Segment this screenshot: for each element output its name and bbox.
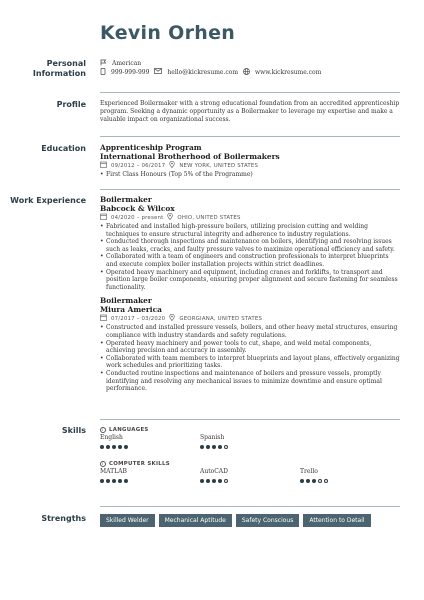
phone-text: 999-999-999 [111,69,150,76]
strength-tag: Skilled Welder [100,514,155,527]
skill-level-rating [100,445,128,449]
languages-list [100,434,400,456]
resume-name: Kevin Orhen [100,22,236,44]
level-dot [200,445,204,449]
experience-label: Work Experience [10,196,86,205]
list-item: • Collaborated with a team of engineers and construction professionals to interpret blueprints and execute complex boiler installation projects within strict deadlines. [100,253,400,268]
level-dot [212,445,216,449]
skill-name: Spanish [200,434,225,441]
languages-heading [100,426,400,434]
skill-name: MATLAB [100,468,127,475]
website-link[interactable]: www.kickresume.com [255,69,322,76]
email-icon [154,68,162,77]
profile-text: Experienced Boilermaker with a strong educational foundation from an accredited apprenticeship program. Seeking a dynamic opportunity as a Boilermaker to leverage my expertise and make a valuable impact on organizational success. [100,100,400,124]
skill-level-rating [100,479,128,483]
divider [100,136,400,137]
list-item: • Operated heavy machinery and equipment, including cranes and forklifts, to transport and position large boiler components, ensuring proper alignment and secure fastening for seamless functionality. [100,269,400,292]
level-dot [300,479,304,483]
personal-label [6,59,86,79]
level-dot [206,445,210,449]
level-dot [118,445,122,449]
list-item: • Operated heavy machinery and power tools to cut, shape, and weld metal components, achieving precision and accuracy in assembly. [100,340,400,355]
skill-name: English [100,434,123,441]
level-dot [306,479,310,483]
calendar-icon [100,213,107,223]
skill-item [100,434,128,449]
level-dot [112,445,116,449]
calendar-icon [100,314,107,324]
email-link[interactable]: hello@kickresume.com [167,69,239,76]
skill-level-rating [300,479,328,483]
job-dates: 04/2020 – present [111,215,164,221]
level-dot [100,445,104,449]
level-dot [224,445,228,449]
globe-icon [243,68,250,78]
list-item: • Collaborated with team members to interpret blueprints and layout plans, effectively organizing work schedules and prioritizing tasks. [100,355,400,370]
education-title: Apprenticeship Program [100,143,202,152]
divider [100,506,400,507]
level-dot [318,479,322,483]
job-company: Miura America [100,304,162,314]
skill-item [200,468,228,483]
job-title: Boilermaker [100,195,152,204]
education-org: International Brotherhood of Boilermakers [100,151,280,161]
job-title: Boilermaker [100,296,152,306]
level-dot [218,479,222,483]
strength-tag: Attention to Detail [303,514,370,527]
location-pin-icon [169,161,175,171]
strength-tag: Safety Conscious [236,514,299,527]
computer-skills-list [100,468,400,490]
level-dot [218,445,222,449]
skills-label: Skills [61,426,86,435]
skill-name: AutoCAD [200,468,228,475]
info-icon: i [100,427,106,433]
level-dot [100,479,104,483]
list-item: • Conducted thorough inspections and maintenance on boilers, identifying and resolving issues such as leaks, cracks, and faulty pressure valves to maximize operational efficiency and safety. [100,238,400,253]
location-pin-icon [169,314,175,324]
list-item: • Fabricated and installed high-pressure boilers, utilizing precision cutting and welding techniques to ensure structural integrity and adherence to industry regulations. [100,223,400,238]
divider [100,189,400,190]
skill-level-rating [200,479,228,483]
skill-level-rating [200,445,228,449]
strengths-label: Strengths [41,514,86,523]
strength-tag: Mechanical Aptitude [159,514,232,527]
level-dot [106,445,110,449]
level-dot [118,479,122,483]
info-icon: i [100,461,106,467]
level-dot [112,479,116,483]
list-item: • Constructed and installed pressure vessels, boilers, and other heavy metal structures, ensuring compliance with industry standards and safety regulations. [100,324,400,339]
job-dates: 07/2017 – 03/2020 [111,316,166,323]
level-dot [124,445,128,449]
level-dot [224,479,228,483]
education-dates: 09/2012 – 06/2017 [111,163,166,169]
job-location: GEORGIANA, UNITED STATES [179,316,263,323]
languages-heading-text: LANGUAGES [109,427,149,433]
level-dot [312,479,316,483]
education-label: Education [41,144,86,153]
list-item: • First Class Honours (Top 5% of the Programme) [100,171,400,179]
location-pin-icon [167,213,173,223]
nationality-text: American [112,60,142,67]
skill-name: Trello [300,468,318,475]
list-item: • Conducted routine inspections and maintenance of boilers and pressure vessels, promptly identifying and resolving any mechanical issues to minimize downtime and ensure optimal performance. [100,370,400,393]
divider [100,92,400,93]
level-dot [206,479,210,483]
calendar-icon [100,161,107,171]
education-location: NEW YORK, UNITED STATES [179,163,259,169]
job-company: Babcock & Wilcox [100,203,175,213]
level-dot [200,479,204,483]
level-dot [106,479,110,483]
divider [100,419,400,420]
phone-icon [100,68,106,78]
skill-item [200,434,228,449]
level-dot [212,479,216,483]
computer-skills-heading [100,460,400,468]
profile-label: Profile [56,100,86,109]
level-dot [324,479,328,483]
level-dot [124,479,128,483]
personal-label-text: Personal Information [32,59,86,78]
skill-item [300,468,328,483]
job-location: OHIO, UNITED STATES [177,215,241,221]
computer-skills-heading-text: COMPUTER SKILLS [109,461,170,467]
skill-item [100,468,128,483]
